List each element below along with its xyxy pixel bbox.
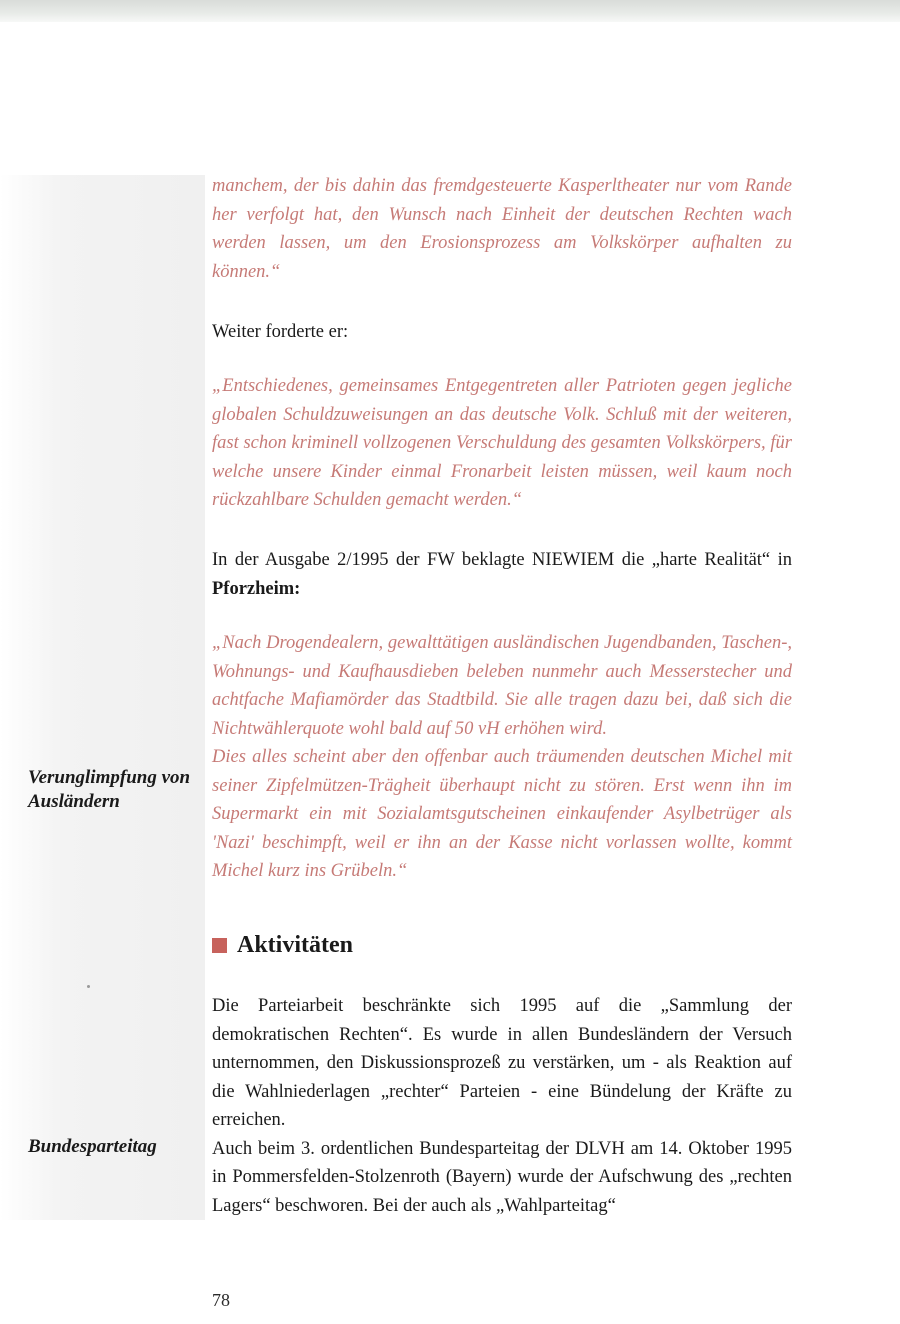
quote-1-text: manchem, der bis dahin das fremdgesteuerte Kasperltheater nur vom Rande her verfolgt hat, den Wunsch nach Einheit der deutschen Rechten wach werden lassen, um den Erosionsprozess am Volkskörper aufhalten zu können.“ (212, 176, 792, 282)
quote-2-text: „Entschiedenes, gemeinsames Entgegentreten aller Patrioten gegen jegliche globalen Schuldzuweisungen an das deutsche Volk. Schluß mit der weiteren, fast schon kriminell vollzogenen Verschuldung des gesamten Volkskörpers, für welche unsere Kinder einmal Fronarbeit leisten müssen, weil kaum noch rückzahlbare Schulden gemacht werden.“ (212, 376, 792, 510)
intro-3-bold-city: Pforzheim: (212, 578, 301, 599)
quote-block-1 (212, 172, 792, 286)
heading-square-marker (212, 938, 227, 953)
scan-dot-mark (87, 985, 90, 988)
section-paragraph-1: Die Parteiarbeit beschränkte sich 1995 auf die „Sammlung der demokratischen Rechten“. Es wurde in allen Bundesländern der Versuch unternommen, den Diskussionsprozeß zu verstärken, um - als Reaktion auf die Wahlniederlagen „rechter“ Parteien - eine Bündelung der Kräfte zu erreichen. (212, 996, 792, 1130)
intro-2-text: Weiter forderte er: (212, 322, 349, 342)
quote-block-3 (212, 629, 792, 886)
intro-3-plain: In der Ausgabe 2/1995 der FW beklagte NIEWIEM die „harte Realität“ in (212, 550, 792, 570)
section-body (212, 992, 792, 1220)
margin-note-auslaender: Verunglimpfung von Ausländern (28, 767, 191, 812)
section-heading (212, 932, 353, 959)
margin-note-bundesparteitag: Bundesparteitag (28, 1136, 157, 1157)
quote-3a-text: „Nach Drogendealern, gewalttätigen ausländischen Jugendbanden, Taschen-, Wohnungs- und Kaufhausdieben beleben nunmehr auch Messerstecher und achtfache Mafiamörder das Stadtbild. Sie alle tragen dazu bei, daß sich die Nichtwählerquote wohl bald auf 50 vH erhöhen wird. (212, 633, 792, 739)
intro-3-text (212, 546, 792, 603)
section-paragraph-2: Auch beim 3. ordentlichen Bundesparteitag der DLVH am 14. Oktober 1995 in Pommersfelden-Stolzenroth (Bayern) wurde der Aufschwung des „rechten Lagers“ beschworen. Bei der auch als „Wahlparteitag“ (212, 1138, 792, 1216)
intro-paragraph-3 (212, 546, 792, 603)
section-heading-text: Aktivitäten (237, 932, 353, 958)
quote-block-2 (212, 372, 792, 515)
intro-paragraph-2 (212, 318, 792, 347)
page-number: 78 (212, 1290, 230, 1310)
quote-3b-text: Dies alles scheint aber den offenbar auch träumenden deutschen Michel mit seiner Zipfelmützen-Trägheit überhaupt nicht zu stören. Erst wenn ihn im Supermarkt ein mit Sozialamtsgutscheinen einkaufender Asylbetrüger als 'Nazi' beschimpft, weil er ihn an der Kasse nicht vorlassen wollte, kommt Michel kurz ins Grübeln.“ (212, 747, 792, 881)
